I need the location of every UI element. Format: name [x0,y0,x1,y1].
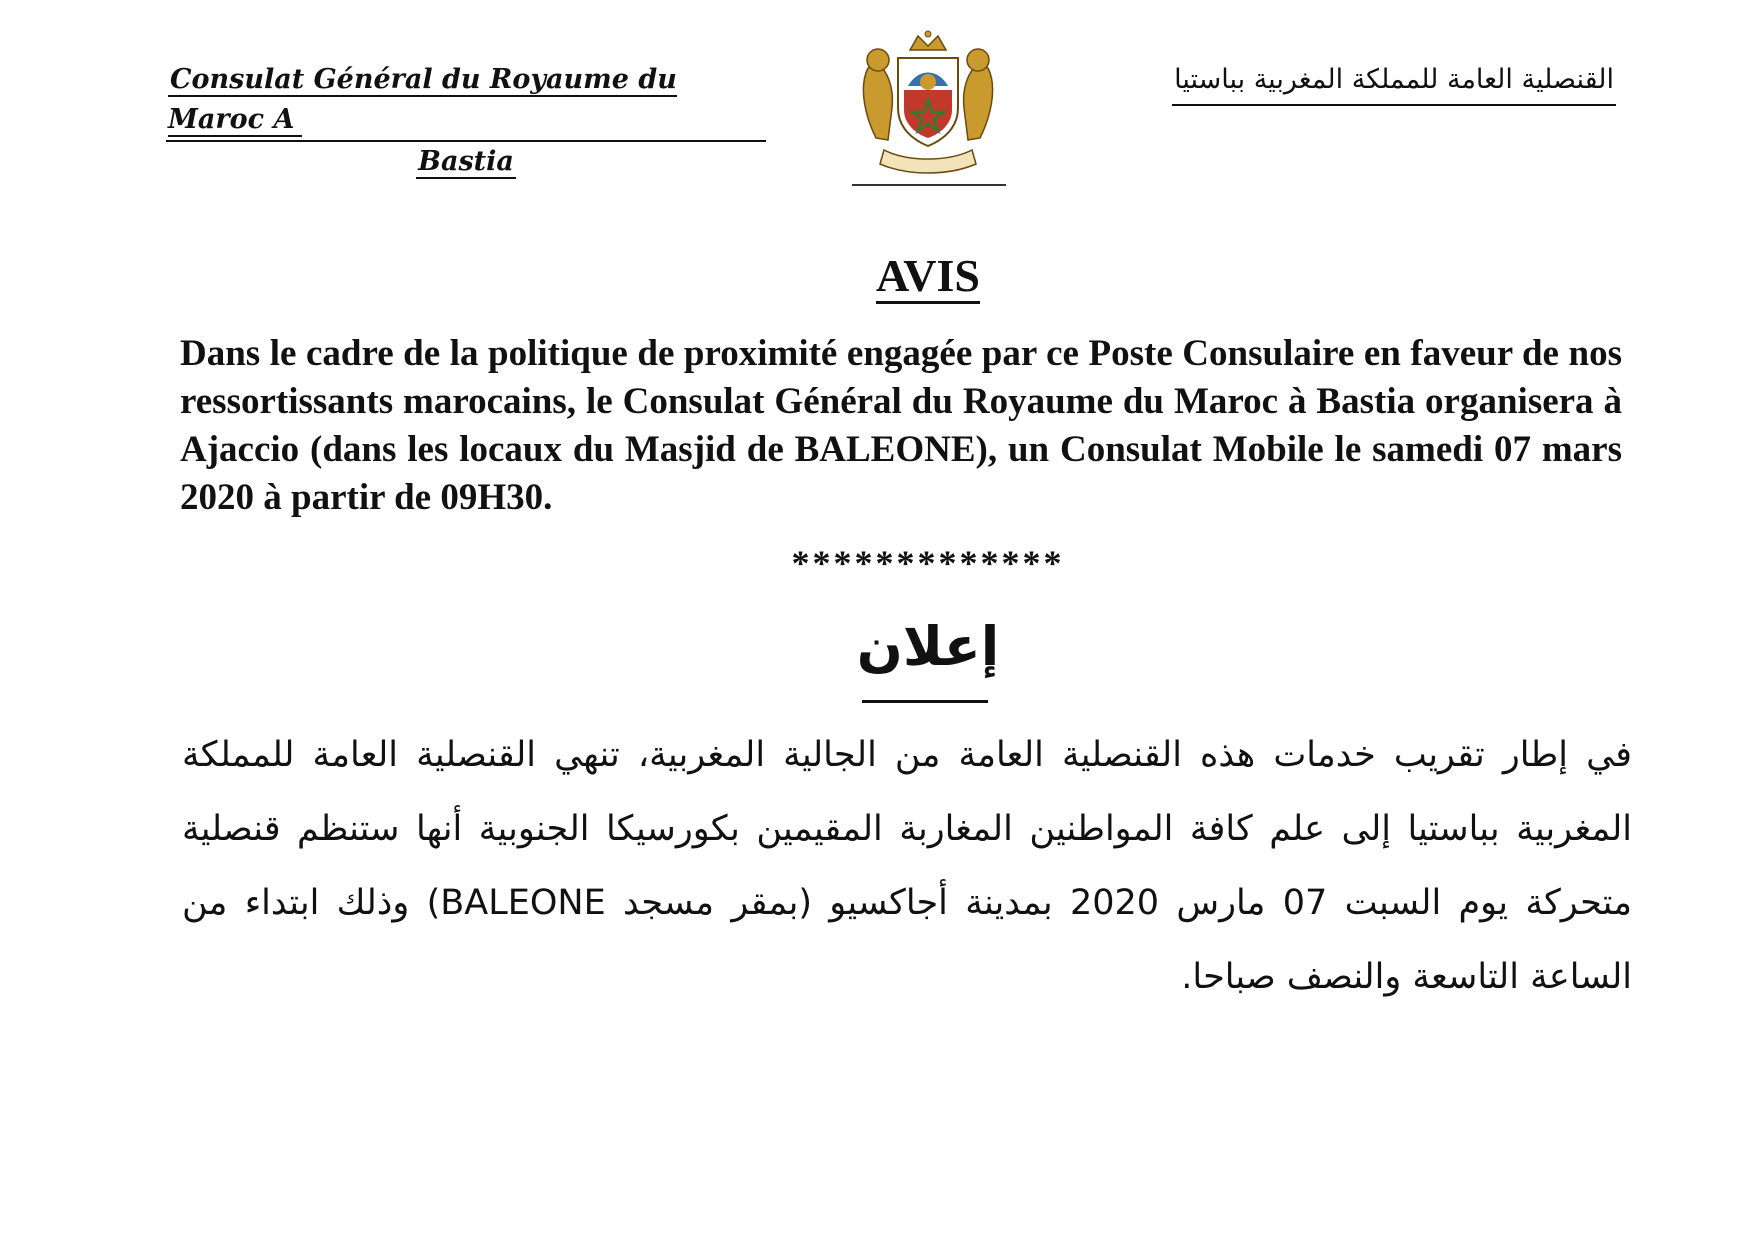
avis-body: Dans le cadre de la politique de proximité engagée par ce Poste Consulaire en faveur de nos ressortissants marocains, le Consulat Général du Royaume du Maroc à Bastia organisera à Ajaccio (dans les locaux du Masjid de BALEONE), un Consulat Mobile le samedi 07 mars 2020 à partir de 09H30. [180,333,1622,518]
consulate-header-french [166,60,766,182]
ilan-underline [862,700,988,703]
avis-title [0,248,1756,304]
emblem-underline [852,184,1006,186]
ilan-title: إعلان [856,615,1000,678]
header-fr-line1: Consulat Général du Royaume du Maroc A [168,64,677,135]
ilan-body: في إطار تقريب خدمات هذه القنصلية العامة من الجالية المغربية، تنهي القنصلية العامة للمملكة المغربية بباستيا إلى علم كافة المواطنين المغاربة المقيمين بكورسيكا الجنوبية أنها ستنظم قنصلية متحركة يوم السبت 07 مارس 2020 بمدينة أجاكسيو (بمقر مسجد BALEONE) وذلك ابتداء من الساعة التاسعة والنصف صباحا. [182,735,1632,997]
moroccan-coat-of-arms-icon [848,28,1008,188]
consulate-header-arabic: القنصلية العامة للمملكة المغربية بباستيا [1172,60,1616,106]
separator-stars: ************* [791,543,1065,583]
avis-title-text: AVIS [876,250,980,304]
header-fr-line2: Bastia [418,146,514,177]
